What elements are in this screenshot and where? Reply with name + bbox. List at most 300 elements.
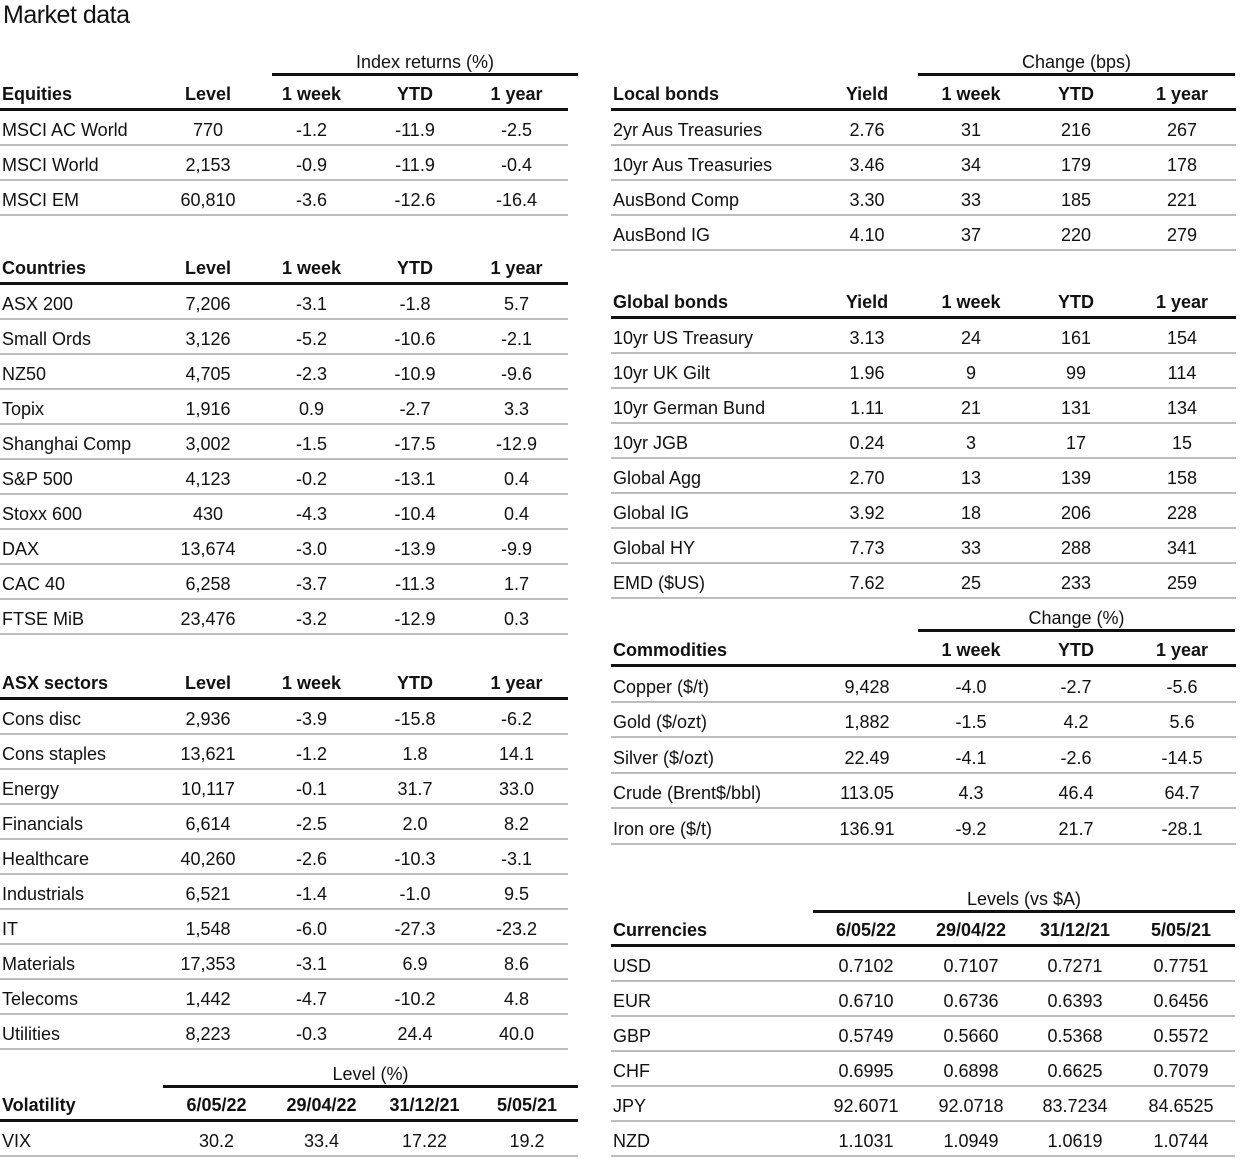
row-label: Cons staples <box>2 744 107 764</box>
row-label: Utilities <box>2 1024 61 1044</box>
asx-sectors-section-label: ASX sectors <box>2 673 109 693</box>
row-value: 30.2 <box>198 1131 235 1151</box>
row-value: 3.30 <box>849 190 885 210</box>
row-value: 1.0744 <box>1153 1131 1209 1151</box>
column-header: 1 year <box>1155 640 1209 660</box>
column-header: 1 week <box>281 84 342 104</box>
global-bonds-header-row <box>611 284 1236 319</box>
row-value: 0.9 <box>298 399 325 419</box>
row-label: 10yr German Bund <box>613 398 766 418</box>
row-value: 0.5660 <box>943 1026 999 1046</box>
row-value: 1,916 <box>185 399 231 419</box>
row-value: 15 <box>1171 433 1193 453</box>
row-value: 31 <box>960 120 982 140</box>
row-value: 33.0 <box>498 779 535 799</box>
row-label: ASX 200 <box>2 294 74 314</box>
row-value: -1.2 <box>295 120 328 140</box>
row-value: -0.2 <box>295 469 328 489</box>
row-value: 13,674 <box>180 539 236 559</box>
row-label: GBP <box>613 1026 652 1046</box>
column-header: 29/04/22 <box>935 920 1007 940</box>
row-label: Financials <box>2 814 84 834</box>
table-row <box>0 840 568 875</box>
column-header: 1 year <box>490 258 543 278</box>
row-value: 1.11 <box>850 398 884 418</box>
row-value: 1.7 <box>503 574 530 594</box>
row-label: NZD <box>613 1131 650 1151</box>
row-value: 0.6625 <box>1047 1061 1103 1081</box>
row-value: 3 <box>965 433 976 453</box>
row-value: 0.4 <box>503 469 530 489</box>
row-label: Topix <box>2 399 45 419</box>
table-row <box>611 774 1236 810</box>
volatility-group-label: Level (%) <box>332 1064 409 1084</box>
table-row <box>611 354 1236 389</box>
row-label: Industrials <box>2 884 85 904</box>
row-label: AusBond IG <box>613 225 711 245</box>
row-value: -2.6 <box>1060 747 1092 768</box>
row-value: 92.6071 <box>833 1096 899 1116</box>
row-value: 9 <box>965 363 976 383</box>
column-header: 6/05/22 <box>835 920 897 940</box>
table-row <box>611 319 1236 354</box>
row-value: 83.7234 <box>1042 1096 1108 1116</box>
volatility-header-row <box>0 1087 578 1122</box>
row-value: 60,810 <box>180 190 236 210</box>
row-label: 10yr Aus Treasuries <box>613 155 773 175</box>
row-value: 220 <box>1060 225 1092 245</box>
row-value: 0.6736 <box>943 991 999 1011</box>
row-value: 185 <box>1060 190 1092 210</box>
table-row <box>0 285 568 320</box>
row-value: -3.2 <box>295 609 328 629</box>
row-value: 7,206 <box>185 294 231 314</box>
row-label: IT <box>2 919 18 939</box>
row-value: 21 <box>960 398 982 418</box>
row-value: 136.91 <box>839 818 895 839</box>
row-value: -9.9 <box>500 539 533 559</box>
row-value: 3.3 <box>503 399 530 419</box>
row-value: 4.10 <box>849 225 885 245</box>
row-value: 216 <box>1060 120 1092 140</box>
row-value: 206 <box>1060 503 1092 523</box>
row-value: 154 <box>1166 328 1198 348</box>
row-value: -12.6 <box>394 190 436 210</box>
row-value: -4.3 <box>295 504 328 524</box>
row-value: -2.3 <box>295 364 328 384</box>
column-header: YTD <box>397 84 433 104</box>
row-value: 259 <box>1166 573 1198 593</box>
column-header: 1 week <box>281 673 342 693</box>
row-value: -4.1 <box>955 747 987 768</box>
row-label: Healthcare <box>2 849 90 869</box>
row-value: 1,442 <box>185 989 231 1009</box>
row-value: 2.70 <box>849 468 885 488</box>
row-value: -3.1 <box>295 294 328 314</box>
row-value: 0.6456 <box>1153 991 1209 1011</box>
row-value: 0.3 <box>503 609 530 629</box>
row-value: -28.1 <box>1161 818 1203 839</box>
row-value: 0.6898 <box>943 1061 999 1081</box>
table-row <box>611 216 1236 251</box>
row-value: 7.62 <box>849 573 885 593</box>
currencies-group-label: Levels (vs $A) <box>966 889 1082 909</box>
row-value: 8.2 <box>503 814 530 834</box>
row-value: 13 <box>960 468 982 488</box>
row-label: Gold ($/ozt) <box>613 712 708 732</box>
column-header: Level <box>184 258 232 278</box>
row-value: 0.7079 <box>1153 1061 1209 1081</box>
row-label: Telecoms <box>2 989 79 1009</box>
row-value: 4.8 <box>503 989 530 1009</box>
row-value: -3.0 <box>295 539 328 559</box>
row-label: Cons disc <box>2 709 82 729</box>
row-value: 288 <box>1060 538 1092 558</box>
column-header: 1 year <box>1155 292 1209 312</box>
row-value: 0.7102 <box>838 956 894 976</box>
row-value: -3.7 <box>295 574 328 594</box>
table-row <box>611 1052 1235 1087</box>
column-header: Yield <box>845 84 889 104</box>
row-value: 3.46 <box>849 155 885 175</box>
commodities-table <box>611 632 1236 845</box>
row-value: 84.6525 <box>1148 1096 1214 1116</box>
row-label: JPY <box>613 1096 647 1116</box>
row-label: MSCI AC World <box>2 120 128 140</box>
row-value: -3.6 <box>295 190 328 210</box>
row-value: 0.6710 <box>838 991 894 1011</box>
row-value: -1.8 <box>399 294 431 314</box>
row-value: 114 <box>1167 363 1197 383</box>
row-value: -10.6 <box>394 329 436 349</box>
table-row <box>611 494 1236 529</box>
row-value: 33 <box>960 538 982 558</box>
row-value: 2.76 <box>849 120 885 140</box>
volatility-table <box>0 1087 578 1157</box>
row-value: -9.6 <box>500 364 533 384</box>
countries-header-row <box>0 250 568 285</box>
row-label: Energy <box>2 779 60 799</box>
row-value: -13.9 <box>394 539 436 559</box>
row-value: 179 <box>1060 155 1092 175</box>
commodities-header-row <box>611 632 1236 667</box>
row-value: 4.3 <box>958 783 984 803</box>
asx-sectors-header-row <box>0 665 568 700</box>
row-value: 21.7 <box>1058 818 1094 839</box>
row-value: 24 <box>960 328 982 348</box>
row-value: 430 <box>192 504 224 524</box>
row-label: Global HY <box>613 538 696 558</box>
row-value: 40,260 <box>180 849 236 869</box>
currencies-header-row <box>611 912 1235 947</box>
row-value: 24.4 <box>397 1024 433 1044</box>
row-label: NZ50 <box>2 364 47 384</box>
asx-sectors-table <box>0 665 568 1050</box>
row-value: 10,117 <box>181 779 235 799</box>
row-value: 0.6995 <box>838 1061 894 1081</box>
row-label: EUR <box>613 991 652 1011</box>
global-bonds-table <box>611 284 1236 599</box>
row-label: CHF <box>613 1061 650 1081</box>
column-header: 5/05/21 <box>496 1095 558 1115</box>
row-value: 221 <box>1166 190 1198 210</box>
row-value: -4.0 <box>955 676 987 697</box>
row-value: 33 <box>960 190 982 210</box>
column-header: Yield <box>845 292 889 312</box>
row-value: -0.9 <box>295 155 328 175</box>
page-title: Market data <box>3 1 130 29</box>
row-value: 178 <box>1166 155 1198 175</box>
row-value: 23,476 <box>180 609 236 629</box>
row-value: -2.7 <box>1060 676 1092 697</box>
row-label: Materials <box>2 954 76 974</box>
column-header: 1 week <box>941 84 1001 104</box>
row-label: Shanghai Comp <box>2 434 132 454</box>
row-value: 341 <box>1166 538 1198 558</box>
volatility-section-label: Volatility <box>2 1095 76 1115</box>
row-value: 3,126 <box>185 329 231 349</box>
equities-group-label: Index returns (%) <box>355 52 495 72</box>
row-value: 9.5 <box>503 884 530 904</box>
equities-header-row <box>0 76 568 111</box>
table-row <box>611 667 1236 703</box>
table-row <box>611 389 1236 424</box>
local-bonds-header-row <box>611 76 1236 111</box>
column-header: YTD <box>397 673 433 693</box>
row-value: 1,882 <box>844 712 890 732</box>
row-label: Silver ($/ozt) <box>613 747 715 768</box>
row-value: 267 <box>1166 120 1198 140</box>
row-label: USD <box>613 956 652 976</box>
row-value: 4.2 <box>1063 712 1089 732</box>
table-row <box>0 770 568 805</box>
table-row <box>611 564 1236 599</box>
row-value: 139 <box>1060 468 1092 488</box>
table-row <box>611 738 1236 774</box>
row-value: -23.2 <box>495 919 538 939</box>
row-label: CAC 40 <box>2 574 66 594</box>
row-value: 134 <box>1166 398 1198 418</box>
table-row <box>0 1122 578 1157</box>
row-value: 5.7 <box>503 294 530 314</box>
row-value: 3,002 <box>185 434 231 454</box>
row-value: 161 <box>1060 328 1092 348</box>
local-bonds-section-label: Local bonds <box>613 84 720 104</box>
table-row <box>611 181 1236 216</box>
currencies-section-label: Currencies <box>613 920 708 940</box>
row-value: 2,936 <box>185 709 231 729</box>
row-value: 40.0 <box>498 1024 535 1044</box>
table-row <box>0 495 568 530</box>
column-header: 1 week <box>941 292 1001 312</box>
row-value: -27.3 <box>394 919 436 939</box>
row-value: -1.5 <box>295 434 328 454</box>
row-value: -10.9 <box>394 364 436 384</box>
row-value: 33.4 <box>303 1131 340 1151</box>
row-value: 92.0718 <box>938 1096 1004 1116</box>
row-value: -0.3 <box>295 1024 328 1044</box>
table-row <box>0 320 568 355</box>
row-value: 64.7 <box>1164 783 1200 803</box>
row-value: -11.3 <box>395 574 435 594</box>
column-header: YTD <box>1058 292 1094 312</box>
table-row <box>0 355 568 390</box>
row-label: 10yr UK Gilt <box>613 363 711 383</box>
countries-table <box>0 250 568 635</box>
row-value: -10.2 <box>394 989 436 1009</box>
column-header: 5/05/21 <box>1150 920 1212 940</box>
table-row <box>0 425 568 460</box>
countries-section-label: Countries <box>2 258 87 278</box>
row-value: 22.49 <box>844 747 890 768</box>
row-value: 158 <box>1166 468 1198 488</box>
row-label: EMD ($US) <box>613 573 706 593</box>
table-row <box>611 459 1236 494</box>
row-value: 99 <box>1065 363 1087 383</box>
row-value: 3.13 <box>849 328 885 348</box>
row-value: 0.7107 <box>943 956 999 976</box>
row-value: 46.4 <box>1058 783 1094 803</box>
row-label: Global IG <box>613 503 690 523</box>
row-value: 1,548 <box>185 919 231 939</box>
row-value: 0.24 <box>849 433 885 453</box>
row-value: 17.22 <box>401 1131 448 1151</box>
row-value: -16.4 <box>495 190 538 210</box>
row-value: 17 <box>1065 433 1087 453</box>
row-value: 1.1031 <box>838 1131 894 1151</box>
column-header: YTD <box>1058 84 1094 104</box>
row-value: 0.4 <box>503 504 530 524</box>
column-header: 1 year <box>1155 84 1209 104</box>
column-header: Level <box>184 84 232 104</box>
row-value: -10.3 <box>394 849 436 869</box>
row-label: MSCI EM <box>2 190 80 210</box>
column-header: 31/12/21 <box>389 1095 460 1115</box>
table-row <box>0 945 568 980</box>
row-value: 6,258 <box>185 574 231 594</box>
table-row <box>0 390 568 425</box>
commodities-group-label: Change (%) <box>1028 608 1125 628</box>
column-header: 31/12/21 <box>1039 920 1111 940</box>
equities-section-label: Equities <box>2 84 73 104</box>
table-row <box>0 805 568 840</box>
table-row <box>611 809 1236 845</box>
row-value: -13.1 <box>394 469 436 489</box>
local-bonds-group-label: Change (bps) <box>1021 52 1132 72</box>
row-value: 13,621 <box>180 744 236 764</box>
row-value: -12.9 <box>495 434 538 454</box>
row-value: -12.9 <box>394 609 436 629</box>
row-value: 31.7 <box>397 779 433 799</box>
row-value: -1.4 <box>295 884 328 904</box>
row-value: -5.2 <box>295 329 328 349</box>
row-label: FTSE MiB <box>2 609 85 629</box>
table-row <box>0 181 568 216</box>
row-value: 3.92 <box>849 503 885 523</box>
row-label: Iron ore ($/t) <box>613 818 713 839</box>
row-value: 17,353 <box>180 954 236 974</box>
row-value: -6.0 <box>295 919 328 939</box>
row-label: AusBond Comp <box>613 190 740 210</box>
table-row <box>0 910 568 945</box>
column-header: 29/04/22 <box>286 1095 357 1115</box>
row-value: 19.2 <box>509 1131 545 1151</box>
table-row <box>611 703 1236 739</box>
row-value: -17.5 <box>394 434 436 454</box>
row-value: -10.4 <box>394 504 436 524</box>
table-row <box>611 982 1235 1017</box>
row-value: 6,614 <box>185 814 231 834</box>
row-value: 131 <box>1060 398 1092 418</box>
table-row <box>611 1087 1235 1122</box>
row-value: 0.7271 <box>1047 956 1103 976</box>
row-value: -2.6 <box>295 849 328 869</box>
row-value: 113.05 <box>840 783 894 803</box>
row-value: 0.6393 <box>1047 991 1103 1011</box>
row-value: 25 <box>960 573 982 593</box>
row-value: 8,223 <box>185 1024 231 1044</box>
row-value: -3.1 <box>500 849 533 869</box>
row-value: -5.6 <box>1166 676 1198 697</box>
table-row <box>0 735 568 770</box>
row-value: 18 <box>960 503 982 523</box>
row-value: 0.5572 <box>1153 1026 1209 1046</box>
row-label: Small Ords <box>2 329 92 349</box>
column-header <box>816 661 918 664</box>
column-header: Level <box>184 673 232 693</box>
row-value: -2.1 <box>500 329 533 349</box>
row-label: 10yr JGB <box>613 433 689 453</box>
local-bonds-table <box>611 76 1236 251</box>
row-label: Crude (Brent$/bbl) <box>613 783 762 803</box>
row-value: 1.8 <box>402 744 428 764</box>
row-label: Stoxx 600 <box>2 504 83 524</box>
equities-table <box>0 76 568 216</box>
table-row <box>0 530 568 565</box>
table-row <box>0 700 568 735</box>
table-row <box>611 1017 1235 1052</box>
row-value: 228 <box>1166 503 1198 523</box>
row-value: -2.5 <box>500 120 533 140</box>
table-row <box>611 1122 1235 1157</box>
column-header: 1 year <box>490 84 543 104</box>
global-bonds-section-label: Global bonds <box>613 292 728 312</box>
row-value: 0.5749 <box>838 1026 894 1046</box>
row-value: -1.5 <box>955 712 987 732</box>
row-value: 8.6 <box>503 954 530 974</box>
table-row <box>0 460 568 495</box>
column-header: YTD <box>1058 640 1094 660</box>
table-row <box>0 600 568 635</box>
row-label: DAX <box>2 539 40 559</box>
table-row <box>611 146 1236 181</box>
row-value: 2,153 <box>185 155 231 175</box>
row-value: 1.96 <box>849 363 885 383</box>
row-value: -0.4 <box>500 155 533 175</box>
row-value: 6.9 <box>402 954 428 974</box>
row-value: 279 <box>1166 225 1198 245</box>
row-value: -2.7 <box>399 399 431 419</box>
table-row <box>0 146 568 181</box>
currencies-table <box>611 912 1235 1157</box>
row-value: 4,123 <box>185 469 231 489</box>
column-header: 1 week <box>281 258 342 278</box>
row-value: 34 <box>960 155 982 175</box>
row-value: -2.5 <box>295 814 328 834</box>
row-value: 770 <box>192 120 224 140</box>
row-label: Global Agg <box>613 468 702 488</box>
table-row <box>0 1015 568 1050</box>
